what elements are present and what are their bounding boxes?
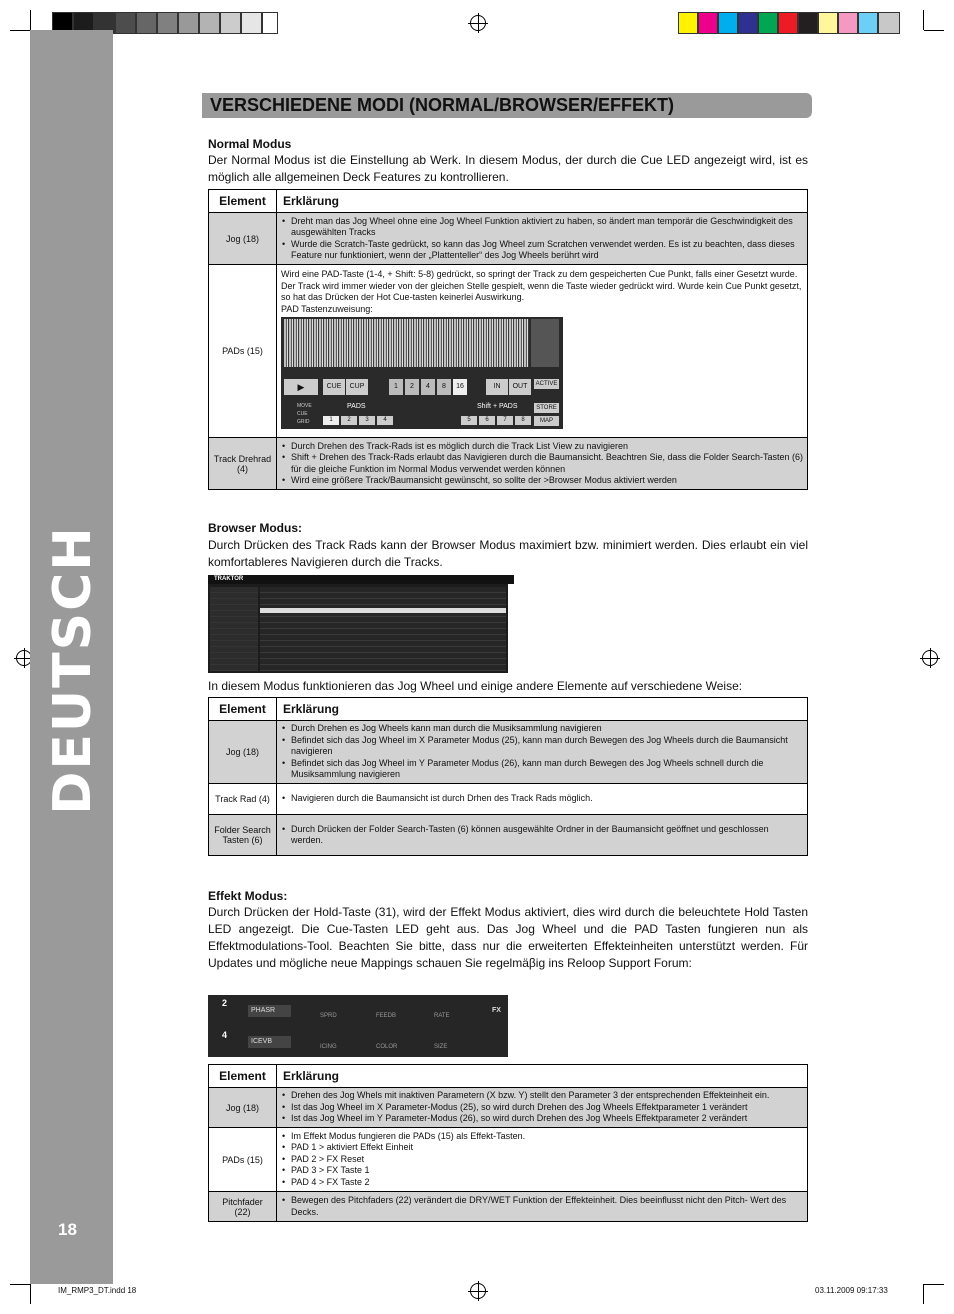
row-item: • Durch Drücken der Folder Search-Tasten (6) können ausgewählte Ordner in der Baumansicht geöffnet und geschlossen werden.	[291, 824, 803, 847]
col-explain: Erklärung	[277, 1065, 808, 1088]
registration-mark-icon	[470, 1283, 486, 1299]
fx-unit-number: 2	[222, 998, 228, 1008]
row-element: Track Rad (4)	[209, 784, 277, 815]
row-item: • Im Effekt Modus fungieren die PADs (15) als Effekt-Tasten.	[291, 1131, 803, 1143]
registration-mark-icon	[470, 15, 486, 31]
row-item: • PAD 2 > FX Reset	[291, 1154, 803, 1166]
row-item: • Dreht man das Jog Wheel ohne eine Jog Wheel Funktion aktiviert zu haben, so ändert man temporär die Geschwindigkeit des ausgewählten Tracks	[291, 216, 803, 239]
deck-screenshot	[281, 317, 563, 429]
browser-heading: Browser Modus:	[208, 521, 303, 535]
pads-label: PADS	[347, 403, 366, 410]
row-item: • Wird eine größere Track/Baumansicht gewünscht, so sollte der >Browser Modus aktiviert werden	[291, 475, 803, 487]
fx-select[interactable]: ICEVB	[248, 1036, 291, 1048]
row-text: Wird eine PAD-Taste (1-4, + Shift: 5-8) gedrückt, so springt der Track zu dem gespeicherten Cue Punkt, falls einer Gesetzt wurde. Der Track wird immer wieder von der gleichen Stelle gespielt, wenn die Taste wieder gedrückt wird. Wurde kein Cue Punkt gesetzt, so hat das Drücken der Hot Cue-tasten keinerlei Auswirkung.	[281, 269, 802, 302]
browser-intro2: In diesem Modus funktionieren das Jog Wheel und einige andere Elemente auf verschiedene Weise:	[208, 679, 743, 693]
effekt-table	[208, 1064, 808, 1222]
pad-button[interactable]: 8	[515, 416, 531, 425]
effekt-heading: Effekt Modus:	[208, 889, 288, 903]
row-item: • PAD 1 > aktiviert Effekt Einheit	[291, 1142, 803, 1154]
row-item: • Drehen des Jog Whels mit inaktiven Parametern (X bzw. Y) stellt den Parameter 3 der entsprechenden Effekteinheit ein.	[291, 1090, 803, 1102]
fx-select[interactable]: PHASR	[248, 1005, 291, 1017]
normal-table	[208, 189, 808, 490]
row-element: PADs (15)	[209, 265, 277, 438]
col-explain: Erklärung	[277, 698, 808, 721]
section-title: VERSCHIEDENE MODI (NORMAL/BROWSER/EFFEKT)	[210, 95, 675, 115]
track-list	[260, 587, 506, 671]
fx-knob-label: COLOR	[376, 1044, 398, 1050]
language-label: DEUTSCH	[43, 525, 103, 815]
tree-view	[210, 587, 258, 671]
row-text: PAD Tastenzuweisung:	[281, 303, 373, 314]
pad-button[interactable]: 1	[323, 416, 339, 425]
fx-label: FX	[492, 1007, 501, 1014]
footer-date: 03.11.2009 09:17:33	[815, 1286, 888, 1295]
normal-heading: Normal Modus	[208, 137, 292, 151]
loop-out-button[interactable]: OUT	[509, 379, 531, 395]
col-element: Element	[209, 1065, 277, 1088]
play-button[interactable]: ▶	[284, 379, 318, 395]
loop-in-button[interactable]: IN	[486, 379, 508, 395]
shift-pads-label: Shift + PADS	[477, 403, 518, 410]
fx-knob-label: FEEDB	[376, 1013, 397, 1019]
effekt-intro: Durch Drücken der Hold-Taste (31), wird der Effekt Modus aktiviert, dies wird durch die beleuchtete Hold Tasten LED angezeigt. Die Cue-Tasten LED geht aus. Das Jog Wheel und die PAD Tasten fungieren nun als Effektmodulations-Tool. Beachten Sie bitte, dass nur die erweiterten Effekteinheiten unterstützt werden. Für Updates und mögliche neue Mappings schauen Sie regelmäβig ins Reloop Support Forum:	[208, 905, 808, 970]
waveform	[284, 319, 529, 367]
row-item: • Navigieren durch die Baumansicht ist durch Drhen des Track Rads möglich.	[291, 793, 803, 805]
row-item: • Shift + Drehen des Track-Rads erlaubt das Navigieren durch die Baumansicht. Beachtren Sie, dass die Folder Search-Tasten (6) für die gleiche Funktion im Normal Modus verwendet werden können	[291, 452, 803, 475]
fx-unit-number: 4	[222, 1030, 228, 1040]
col-element: Element	[209, 190, 277, 213]
fx-knob-label: ICING	[320, 1044, 337, 1050]
row-item: • Ist das Jog Wheel im Y Parameter-Modus (26), so wird durch Drehen des Jog Wheels Effektparameter 2 verändert	[291, 1113, 803, 1125]
fx-knob-label: RATE	[434, 1013, 450, 1019]
loop-size-button[interactable]: 4	[421, 379, 435, 395]
cue-label: CUE	[297, 411, 308, 417]
row-item: • Durch Drehen es Jog Wheels kann man durch die Musiksammlung navigieren	[291, 723, 803, 735]
browser-screenshot	[208, 575, 508, 673]
row-item: • PAD 3 > FX Taste 1	[291, 1165, 803, 1177]
fx-screenshot	[208, 995, 508, 1057]
footer-file: IM_RMP3_DT.indd 18	[58, 1286, 137, 1295]
row-item: • Befindet sich das Jog Wheel im X Parameter Modus (25), kann man durch Bewegen des Jog Wheels durch die Baumansicht navigieren	[291, 735, 803, 758]
row-element: Jog (18)	[209, 213, 277, 265]
row-item: • Wurde die Scratch-Taste gedrückt, so kann das Jog Wheel zum Scratchen verwendet werden. Es ist zu beachten, dass dieses Feature nur funktioniert, wenn der „Plattenteller“ des Jog Wheels berührt wird	[291, 239, 803, 262]
row-element: Pitchfader (22)	[209, 1192, 277, 1222]
map-button[interactable]: MAP	[534, 416, 559, 426]
row-item: • Durch Drehen des Track-Rads ist es möglich durch die Track List View zu navigieren	[291, 441, 803, 453]
pad-button[interactable]: 2	[341, 416, 357, 425]
loop-size-button[interactable]: 16	[453, 379, 467, 395]
pad-button[interactable]: 5	[461, 416, 477, 425]
app-title: TRAKTOR	[208, 575, 514, 584]
browser-intro: Durch Drücken des Track Rads kann der Browser Modus maximiert bzw. minimiert werden. Dies erlaubt ein viel komfortableres Navigieren durch die Tracks.	[208, 538, 808, 569]
normal-intro: Der Normal Modus ist die Einstellung ab Werk. In diesem Modus, der durch die Cue LED angezeigt wird, ist es möglich alle allgemeinen Deck Features zu kontrollieren.	[208, 153, 808, 184]
fx-knob-label: SPRD	[320, 1013, 337, 1019]
loop-size-button[interactable]: 2	[405, 379, 419, 395]
row-item: • PAD 4 > FX Taste 2	[291, 1177, 803, 1189]
row-element: PADs (15)	[209, 1128, 277, 1192]
col-element: Element	[209, 698, 277, 721]
section-title-bar	[202, 93, 812, 118]
cup-button[interactable]: CUP	[346, 379, 368, 395]
pad-button[interactable]: 4	[377, 416, 393, 425]
col-explain: Erklärung	[277, 190, 808, 213]
move-label: MOVE	[297, 403, 312, 409]
row-item: • Ist das Jog Wheel im X Parameter-Modus (25), so wird durch Drehen des Jog Wheels Effektparameter 1 verändert	[291, 1102, 803, 1114]
row-element: Track Drehrad (4)	[209, 438, 277, 490]
loop-size-button[interactable]: 1	[389, 379, 403, 395]
pitch-area	[531, 319, 559, 367]
browser-table	[208, 697, 808, 856]
pad-button[interactable]: 7	[497, 416, 513, 425]
store-button[interactable]: STORE	[534, 403, 559, 413]
loop-size-button[interactable]: 8	[437, 379, 451, 395]
active-button[interactable]: ACTIVE	[535, 381, 558, 387]
fx-knob-label: SIZE	[434, 1044, 448, 1050]
row-item: • Befindet sich das Jog Wheel im Y Parameter Modus (26), kann man durch Bewegen des Jog Wheels schnell durch die Musiksammlung navigieren	[291, 758, 803, 781]
row-element: Jog (18)	[209, 1088, 277, 1128]
row-item: • Bewegen des Pitchfaders (22) verändert die DRY/WET Funktion der Effekteinheit. Dies beeinflusst nicht den Pitch- Wert des Decks.	[291, 1195, 803, 1218]
registration-mark-icon	[922, 650, 938, 666]
grid-label: GRID	[297, 419, 310, 425]
page-number: 18	[58, 1220, 77, 1239]
row-element: Jog (18)	[209, 721, 277, 784]
pad-button[interactable]: 6	[479, 416, 495, 425]
row-element: Folder Search Tasten (6)	[209, 815, 277, 856]
selected-track	[260, 608, 506, 613]
cue-button[interactable]: CUE	[323, 379, 345, 395]
pad-button[interactable]: 3	[359, 416, 375, 425]
